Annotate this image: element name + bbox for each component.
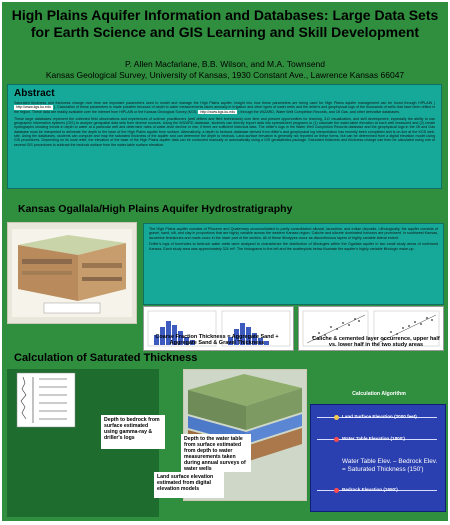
bedrock-label: Bedrock Elevation (1650') <box>342 487 398 492</box>
hiplain-link[interactable]: http://www.kgs.ku.edu <box>16 105 51 110</box>
depth-to-bedrock-note: Depth to bedrock from surface estimated using gamma-ray & driller's logs <box>101 415 165 449</box>
block-diagram-image <box>7 222 137 324</box>
kgs-link[interactable]: http://www.kgs.ku.edu <box>200 109 236 114</box>
abstract-panel <box>7 84 442 189</box>
calculation-algorithm-panel <box>310 404 446 512</box>
poster-title: High Plains Aquifer Information and Databases: Large Data Sets for Earth Science and GIS Learning and Skill Development <box>11 7 439 40</box>
authors-block <box>2 59 448 81</box>
saturated-thickness-equation: Water Table Elev. – Bedrock Elev. = Saturated Thickness (150') <box>342 458 438 473</box>
abstract-heading: Abstract <box>14 88 55 99</box>
hydrostratigraphy-text-panel <box>143 223 444 305</box>
abstract-text-1a: Saturated thickness and thickness change over time are important parameters used to model and manage the High Plains aquifer. Insight into how these parameters are being used for High Plains aquifer management can be found through HIPLAIN ( <box>14 101 435 105</box>
bedrock-marker <box>334 488 339 493</box>
land-surface-label: Land Surface Elevation (2000 feet) <box>342 414 417 419</box>
caliche-caption: Caliche & cemented layer occurrence, upper half vs. lower half in the two study areas <box>312 336 440 349</box>
land-surface-note: Land surface elevation estimated from digital elevation models <box>154 472 224 498</box>
depth-to-water-note: Depth to the water table from surface estimated from depth to water measurements taken during annual surveys of water wells <box>181 434 251 472</box>
hydrostratigraphy-heading: Kansas Ogallala/High Plains Aquifer Hydrostratigraphy <box>18 203 293 215</box>
hydro-paragraph-2: Driller's logs of boreholes to bedrock water wells were analyzed to characterize the distribution of lithologies within the Ogallala aquifer in two small study areas of northwest Kansas. Each study area was approximately 324 mi². The histograms to the left and the scatterplots below illustrate the aquifer's highly variable lithologic make-up. <box>149 242 438 251</box>
saturated-thickness-heading: Calculation of Saturated Thickness <box>14 352 198 364</box>
land-surface-marker <box>334 415 339 420</box>
affiliation: Kansas Geological Survey, University of Kansas, 1930 Constant Ave., Lawrence Kansas 66047 <box>45 70 405 80</box>
coarse-fraction-caption: Coarse Fraction Thickness = Aggregate Sand + Aggregate Sand & Gravel Thickness <box>155 334 279 347</box>
abstract-paragraph-2: These large databases represent the collected field observations and experiences of science practitioners (well drillers and field technicians) over time and present opportunities for learning, 3-D visualization, and skill development, especially the ability to use geographic information systems (GIS) to analyze geospatial data sets from diverse sources. Using the WIZARD database, students can directly import data into spreadsheet programs to (1) calculate the water-table elevation at each well measured and (2) create hydrographs showing trends in depth to water at a particular well and determine rates of water-level decline or rise, if there are sufficient historical data. The driller's logs in the Water Well Completion Records database and the geophysical logs in the Oil and Gas database must be interpreted to delineate the depth to the base of the High Plains aquifer from surface. Alternatively, a depth to bedrock database derived from driller's and geophysical log interpretation has recently been completed and is on-line at the KGS web-site. Using the databases, students can compute and map the saturated thickness of the aquifer and can determine the depth to bedrock. Land-surface elevation is generally not reported on these forms, but can be determined from a digital elevation model using GIS procedures. Depending on its local relief, the elevation of the base of the High Plains aquifer data can be contoured manually or automatically using a GIS geostatistics package. Saturated thickness and thickness change can then be calculated using one of several GIS procedures to subtract the bedrock surface from the water-table surface elevation. <box>14 116 435 147</box>
abstract-text-1b: ). Calculation of these parameters is made possible because of depth to water measurements taken annually in irrigation and other types of water wells and the driller's and geophysical logs of the thousands of wells that have been drilled in the region. These data are readily available over the Internet from HIPLAIN or the Kansas Geological Survey (KGS, <box>14 105 436 114</box>
algorithm-title: Calculation Algorithm <box>352 391 406 397</box>
water-table-label: Water Table Elevation (1800') <box>342 436 405 441</box>
hydro-paragraph-1: The High Plains aquifer consists of Pliocene and Quaternary unconsolidated to partly consolidated alluvial, lacustrine, and eolian deposits. Lithologically, the aquifer consists of gravel, sand, silt, and clay in proportions that are highly variable across the western Kansas region. Caliche and silcrete dominated horizons are prominent. In southwest Kansas, lacustrine limestones and marls occur in the lower part of the section. All of these lithotypes occur as discontinuous layers of highly variable lateral extent. <box>149 227 438 240</box>
author-names: P. Allen Macfarlane, B.B. Wilson, and M.A. Townsend <box>124 59 325 69</box>
poster <box>2 2 448 521</box>
abstract-text-1c: ) through the WIZARD, Water Well Completion Records, and Oil Gas, and other derivative databases. <box>238 109 400 114</box>
block-diagram-figure <box>8 223 136 323</box>
water-table-marker <box>334 437 339 442</box>
abstract-paragraph-1 <box>14 101 435 114</box>
